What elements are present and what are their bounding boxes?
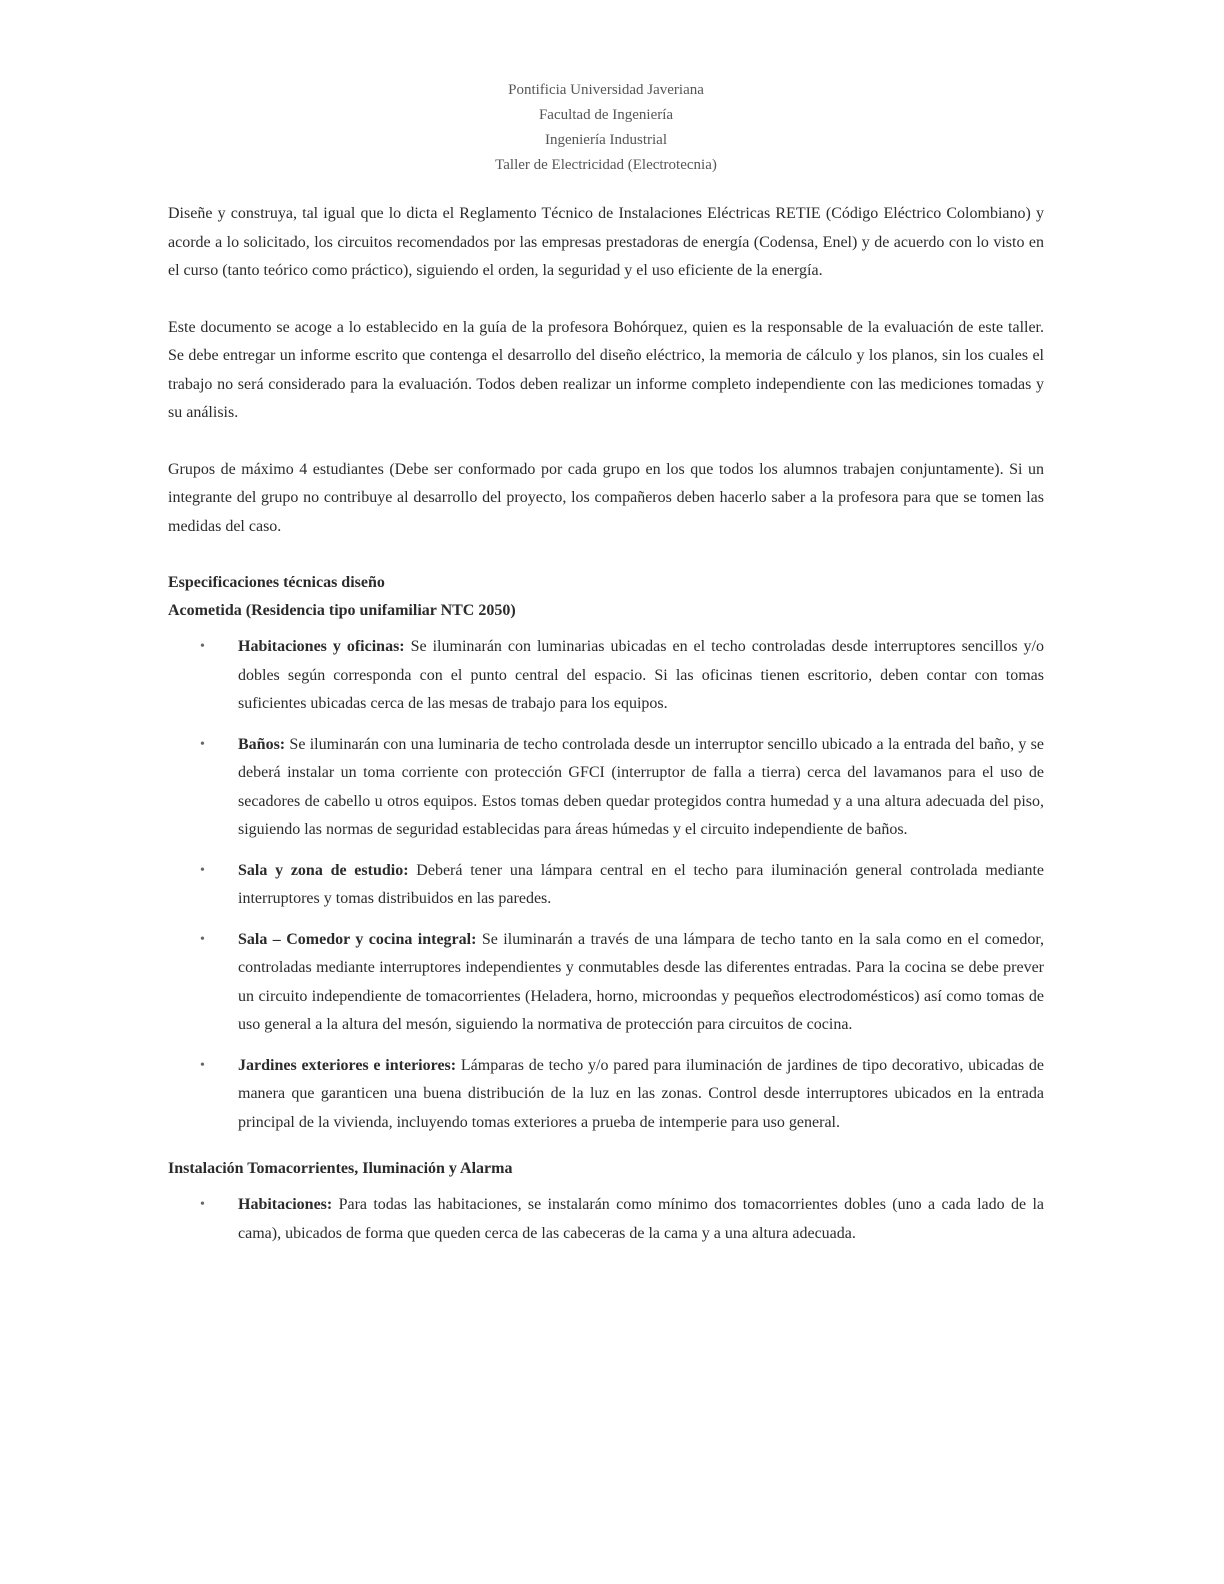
list-item	[200, 1191, 1044, 1248]
item-text: Se iluminarán con luminarias ubicadas en el techo controladas desde interruptores sencillos y/o dobles según corresponda con el punto central del espacio. Si las oficinas tienen escritorio, deben contar con tomas suficientes ubicadas cerca de las mesas de trabajo para los equipos.	[238, 638, 1045, 712]
list-item	[200, 731, 1044, 845]
item-label: Habitaciones:	[238, 1196, 333, 1213]
item-text: Lámparas de techo y/o pared para iluminación de jardines de tipo decorativo, ubicadas de manera que garanticen una buena distribución de la luz en las zonas. Control desde interruptores ubicados en la entrada principal de la vivienda, incluyendo tomas exteriores a prueba de intemperie para uso general.	[238, 1056, 1045, 1131]
bullet-icon: •	[200, 736, 205, 752]
item-label: Sala y zona de estudio:	[238, 861, 409, 879]
header-line-course: Taller de Electricidad (Electrotecnia)	[495, 157, 717, 173]
intro-paragraph: Diseñe y construya, tal igual que lo dicta el Reglamento Técnico de Instalaciones Eléctricas RETIE (Código Eléctrico Colombiano) y acorde a lo solicitado, los circuitos recomendados por las empresas prestadoras de energía (Codensa, Enel) y de acuerdo con lo visto en el curso (tanto teórico como práctico), siguiendo el orden, la seguridad y el uso eficiente de la energía.	[168, 205, 1044, 279]
document-header	[168, 78, 1044, 178]
section-subtitle-acometida: Acometida (Residencia tipo unifamiliar NTC 2050)	[168, 602, 516, 619]
item-label: Jardines exteriores e interiores:	[238, 1056, 457, 1074]
list-item	[200, 1052, 1045, 1138]
bullet-icon: •	[200, 639, 205, 654]
evaluation-paragraph: Este documento se acoge a lo establecido en la guía de la profesora Bohórquez, quien es la responsable de la evaluación de este taller. Se debe entregar un informe escrito que contenga el desarrollo del diseño eléctrico, la memoria de cálculo y los planos, sin los cuales el trabajo no será considerado para la evaluación. Todos deben realizar un informe completo independiente con las mediciones tomadas y su análisis.	[168, 318, 1044, 421]
item-text: Deberá tener una lámpara central en el techo para iluminación general controlada mediante interruptores y tomas distribuidos en las paredes.	[238, 861, 1045, 907]
installation-list	[168, 1191, 1044, 1248]
item-label: Habitaciones y oficinas:	[238, 638, 405, 655]
section-title-design: Especificaciones técnicas diseño	[168, 574, 385, 591]
section-title-installation: Instalación Tomacorrientes, Iluminación y Alarma	[168, 1160, 513, 1177]
list-item	[200, 633, 1045, 719]
design-spec-list	[168, 633, 1044, 1137]
bullet-icon: •	[200, 1057, 205, 1073]
item-text: Para todas las habitaciones, se instalarán como mínimo dos tomacorrientes dobles (uno a cada lado de la cama), ubicados de forma que queden cerca de las cabeceras de la cama y a una altura adecuada.	[238, 1196, 1044, 1242]
bullet-icon: •	[200, 1197, 205, 1212]
header-line-program: Ingeniería Industrial	[544, 132, 668, 148]
header-line-faculty: Facultad de Ingeniería	[538, 107, 674, 123]
item-label: Sala – Comedor y cocina integral:	[238, 930, 477, 948]
bullet-icon: •	[200, 862, 205, 878]
list-item	[200, 857, 1045, 914]
groups-paragraph: Grupos de máximo 4 estudiantes (Debe ser conformado por cada grupo en los que todos los alumnos trabajen conjuntamente). Si un integrante del grupo no contribuye al desarrollo del proyecto, los compañeros deben hacerlo saber a la profesora para que se tomen las medidas del caso.	[168, 460, 1044, 535]
item-label: Baños:	[238, 735, 286, 753]
item-text: Se iluminarán con una luminaria de techo controlada desde un interruptor sencillo ubicado a la entrada del baño, y se deberá instalar un toma corriente con protección GFCI (interruptor de falla a tierra) cerca del lavamanos para el uso de secadores de cabello u otros equipos. Estos tomas deben quedar protegidos contra humedad y a una altura adecuada del piso, siguiendo las normas de seguridad establecidas para áreas húmedas y el circuito independiente de baños.	[238, 735, 1044, 838]
header-line-university: Pontificia Universidad Javeriana	[508, 82, 704, 98]
bullet-icon: •	[200, 931, 205, 947]
item-text: Se iluminarán a través de una lámpara de techo tanto en la sala como en el comedor, controladas mediante interruptores independientes y conmutables desde las diferentes entradas. Para la cocina se debe prever un circuito independiente de tomacorrientes (Heladera, horno, microondas y pequeños electrodomésticos) así como tomas de uso general a la altura del mesón, siguiendo la normativa de protección para circuitos de cocina.	[238, 930, 1044, 1033]
list-item	[200, 926, 1044, 1040]
